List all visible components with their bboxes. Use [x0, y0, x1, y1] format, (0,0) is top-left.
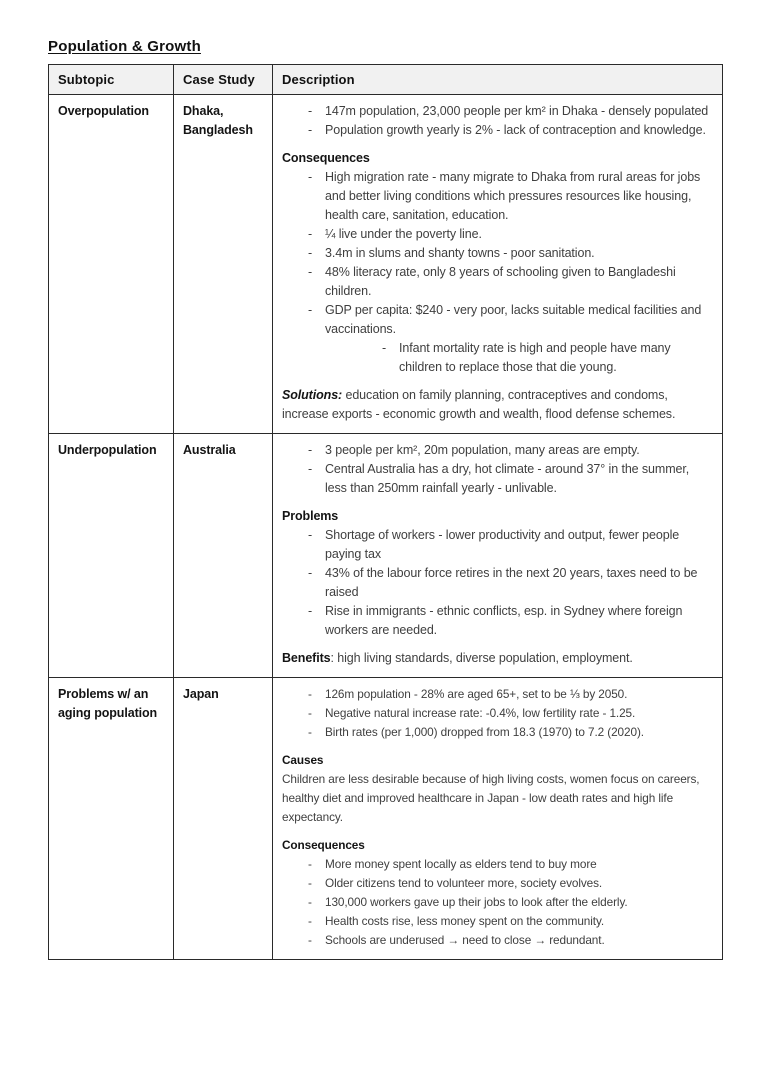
bullet-text: 147m population, 23,000 people per km² in Dhaka - densely populated — [325, 104, 709, 118]
bullet-text: 3.4m in slums and shanty towns - poor sanitation. — [325, 246, 595, 260]
column-header-description: Description — [273, 65, 723, 95]
bullet-item — [282, 602, 712, 640]
bullet-item — [282, 225, 712, 244]
bullet-text: Population growth yearly is 2% - lack of contraception and knowledge. — [325, 123, 706, 137]
bullet-text: Health costs rise, less money spent on the community. — [325, 914, 605, 928]
bullet-list — [282, 855, 712, 950]
description-blocks — [282, 441, 712, 668]
bullet-dash: - — [308, 604, 313, 618]
table-row-underpopulation — [49, 434, 723, 678]
bullet-item — [282, 168, 712, 225]
description-blocks — [282, 685, 712, 950]
bullet-list — [282, 102, 712, 140]
bullet-dash: - — [308, 725, 312, 739]
section-heading: Consequences — [282, 838, 365, 852]
bullet-dash: - — [308, 914, 312, 928]
bullet-item — [282, 102, 712, 121]
subtopic-cell: Problems w/ an aging population — [49, 678, 174, 960]
paragraph: Benefits: high living standards, diverse population, employment. — [282, 651, 633, 665]
bullet-dash: - — [308, 895, 312, 909]
bullet-dash: - — [308, 566, 313, 580]
bullet-item — [282, 526, 712, 564]
description-blocks — [282, 102, 712, 424]
bullet-list — [282, 168, 712, 377]
bullet-text: Schools are underused → need to close → redundant. — [325, 933, 605, 947]
case-study-cell: Japan — [174, 678, 273, 960]
bullet-list — [282, 526, 712, 640]
section-heading: Causes — [282, 753, 324, 767]
table-row-aging-population — [49, 678, 723, 960]
bullet-text: More money spent locally as elders tend to buy more — [325, 857, 597, 871]
bullet-dash: - — [308, 933, 312, 947]
bullet-text: ¼ live under the poverty line. — [325, 227, 482, 241]
paragraph-lead: Solutions: — [282, 388, 343, 402]
bullet-item — [282, 893, 712, 912]
bullet-text: 3 people per km², 20m population, many areas are empty. — [325, 443, 640, 457]
bullet-text: Negative natural increase rate: -0.4%, low fertility rate - 1.25. — [325, 706, 636, 720]
column-header-case-study: Case Study — [174, 65, 273, 95]
bullet-dash: - — [308, 227, 313, 241]
description-cell — [273, 95, 723, 434]
paragraph-lead: Benefits — [282, 651, 331, 665]
bullet-dash: - — [308, 687, 312, 701]
bullet-item — [282, 263, 712, 301]
case-study-cell: Dhaka, Bangladesh — [174, 95, 273, 434]
bullet-dash: - — [308, 857, 312, 871]
bullet-text: Rise in immigrants - ethnic conflicts, esp. in Sydney where foreign workers are needed. — [325, 604, 683, 637]
subtopic-cell: Underpopulation — [49, 434, 174, 678]
bullet-item — [282, 301, 712, 339]
bullet-list — [282, 685, 712, 742]
bullet-item — [282, 931, 712, 950]
description-cell — [273, 434, 723, 678]
table-header-row — [49, 65, 723, 95]
bullet-item — [282, 855, 712, 874]
bullet-dash: - — [308, 104, 313, 118]
bullet-text: 126m population - 28% are aged 65+, set to be ⅓ by 2050. — [325, 687, 628, 701]
bullet-item — [282, 874, 712, 893]
subtopic-cell: Overpopulation — [49, 95, 174, 434]
bullet-dash: - — [308, 123, 313, 137]
bullet-dash: - — [308, 462, 313, 476]
page-title: Population & Growth — [48, 38, 201, 55]
bullet-item — [282, 460, 712, 498]
bullet-text: GDP per capita: $240 - very poor, lacks suitable medical facilities and vaccinations. — [325, 303, 702, 336]
bullet-text: Birth rates (per 1,000) dropped from 18.3 (1970) to 7.2 (2020). — [325, 725, 644, 739]
bullet-item — [282, 244, 712, 263]
bullet-item — [282, 685, 712, 704]
bullet-item — [282, 339, 712, 377]
notes-table — [48, 64, 723, 960]
paragraph: Children are less desirable because of high living costs, women focus on careers, healthy diet and improved healthcare in Japan - low death rates and high life expectancy. — [282, 772, 700, 824]
bullet-dash: - — [308, 876, 312, 890]
bullet-item — [282, 723, 712, 742]
bullet-dash: - — [308, 528, 313, 542]
bullet-text: Central Australia has a dry, hot climate - around 37° in the summer, less than 250mm rainfall yearly - unlivable. — [325, 462, 690, 495]
bullet-dash: - — [308, 303, 313, 317]
bullet-item — [282, 564, 712, 602]
case-study-cell: Australia — [174, 434, 273, 678]
bullet-dash: - — [308, 170, 313, 184]
column-header-subtopic: Subtopic — [49, 65, 174, 95]
bullet-text: 130,000 workers gave up their jobs to look after the elderly. — [325, 895, 628, 909]
table-row-overpopulation — [49, 95, 723, 434]
bullet-dash: - — [308, 706, 312, 720]
bullet-text: High migration rate - many migrate to Dhaka from rural areas for jobs and better living conditions which pressures resources like housing, health care, sanitation, education. — [325, 170, 701, 222]
section-heading: Problems — [282, 509, 339, 523]
bullet-item — [282, 912, 712, 931]
bullet-dash: - — [308, 265, 313, 279]
bullet-dash: - — [308, 246, 313, 260]
bullet-item — [282, 121, 712, 140]
bullet-text: Older citizens tend to volunteer more, society evolves. — [325, 876, 603, 890]
bullet-dash: - — [308, 443, 313, 457]
bullet-text: Infant mortality rate is high and people have many children to replace those that die young. — [399, 341, 671, 374]
bullet-item — [282, 441, 712, 460]
bullet-text: 48% literacy rate, only 8 years of schooling given to Bangladeshi children. — [325, 265, 676, 298]
bullet-text: Shortage of workers - lower productivity and output, fewer people paying tax — [325, 528, 680, 561]
paragraph: Solutions: education on family planning, contraceptives and condoms, increase exports - economic growth and wealth, flood defense schemes. — [282, 388, 676, 421]
section-heading: Consequences — [282, 151, 370, 165]
bullet-list — [282, 441, 712, 498]
bullet-item — [282, 704, 712, 723]
bullet-text: 43% of the labour force retires in the next 20 years, taxes need to be raised — [325, 566, 698, 599]
bullet-dash: - — [382, 341, 387, 355]
description-cell — [273, 678, 723, 960]
